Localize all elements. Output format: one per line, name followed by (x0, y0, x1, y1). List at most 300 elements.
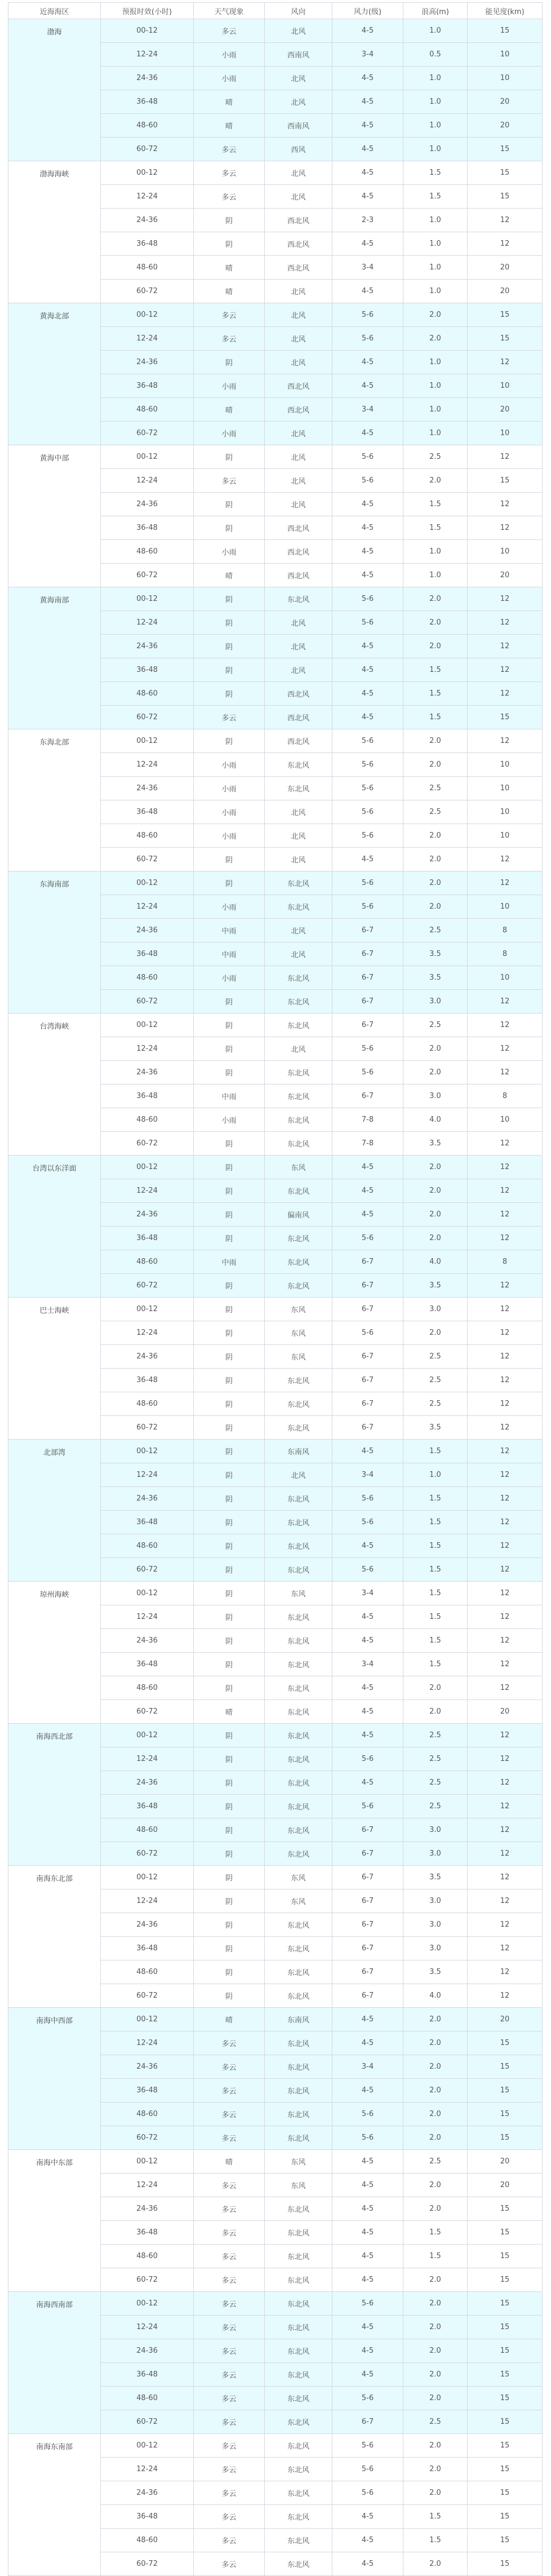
wave-height-cell: 2.0 (403, 2434, 468, 2458)
sea-area-cell: 南海西南部 (8, 2292, 101, 2434)
wind-direction-cell: 东北风 (265, 1558, 332, 1582)
visibility-cell: 12 (468, 1179, 543, 1203)
visibility-cell: 12 (468, 493, 543, 516)
weather-cell: 阴 (194, 1321, 265, 1345)
visibility-cell: 12 (468, 1960, 543, 1984)
wind-direction-cell: 东北风 (265, 2268, 332, 2292)
forecast-period-cell: 24-36 (101, 1629, 194, 1653)
wind-direction-cell: 东北风 (265, 753, 332, 777)
forecast-period-cell: 60-72 (101, 706, 194, 729)
wind-direction-cell: 东风 (265, 1156, 332, 1179)
wave-height-cell: 2.0 (403, 635, 468, 658)
visibility-cell: 20 (468, 280, 543, 303)
visibility-cell: 15 (468, 2055, 543, 2079)
wave-height-cell: 2.0 (403, 1061, 468, 1085)
wind-force-cell: 4-5 (332, 351, 403, 374)
wave-height-cell: 2.5 (403, 1345, 468, 1369)
wave-height-cell: 4.0 (403, 1108, 468, 1132)
wave-height-cell: 1.0 (403, 564, 468, 587)
visibility-cell: 15 (468, 2339, 543, 2363)
visibility-cell: 12 (468, 1724, 543, 1747)
wind-direction-cell: 北风 (265, 327, 332, 351)
wind-direction-cell: 东北风 (265, 1227, 332, 1250)
wave-height-cell: 1.0 (403, 540, 468, 564)
wave-height-cell: 2.0 (403, 1037, 468, 1061)
weather-cell: 多云 (194, 2103, 265, 2126)
visibility-cell: 8 (468, 919, 543, 942)
forecast-period-cell: 48-60 (101, 1108, 194, 1132)
weather-cell: 阴 (194, 682, 265, 706)
visibility-cell: 15 (468, 2245, 543, 2268)
table-row (8, 1156, 543, 1179)
forecast-period-cell: 60-72 (101, 2410, 194, 2434)
wave-height-cell: 2.0 (403, 2055, 468, 2079)
wind-force-cell: 5-6 (332, 1037, 403, 1061)
forecast-period-cell: 36-48 (101, 1085, 194, 1108)
visibility-cell: 12 (468, 1511, 543, 1534)
visibility-cell: 12 (468, 1913, 543, 1937)
table-row (8, 2292, 543, 2316)
forecast-period-cell: 24-36 (101, 1913, 194, 1937)
forecast-period-cell: 24-36 (101, 351, 194, 374)
wave-height-cell: 3.0 (403, 1298, 468, 1321)
forecast-period-cell: 60-72 (101, 280, 194, 303)
weather-cell: 阴 (194, 611, 265, 635)
wind-force-cell: 5-6 (332, 469, 403, 493)
wave-height-cell: 1.0 (403, 351, 468, 374)
wind-direction-cell: 北风 (265, 1037, 332, 1061)
weather-cell: 晴 (194, 2150, 265, 2174)
forecast-period-cell: 12-24 (101, 327, 194, 351)
wave-height-cell: 1.0 (403, 138, 468, 161)
weather-cell: 阴 (194, 1298, 265, 1321)
wind-force-cell: 4-5 (332, 2505, 403, 2529)
weather-cell: 阴 (194, 1937, 265, 1960)
weather-cell: 多云 (194, 185, 265, 209)
visibility-cell: 12 (468, 351, 543, 374)
weather-cell: 中雨 (194, 1085, 265, 1108)
weather-cell: 阴 (194, 232, 265, 256)
weather-cell: 阴 (194, 1037, 265, 1061)
forecast-period-cell: 60-72 (101, 2552, 194, 2576)
wind-direction-cell: 西北风 (265, 729, 332, 753)
weather-cell: 多云 (194, 2079, 265, 2103)
forecast-period-cell: 00-12 (101, 2008, 194, 2031)
wind-force-cell: 4-5 (332, 1676, 403, 1700)
wave-height-cell: 1.5 (403, 2529, 468, 2552)
forecast-period-cell: 12-24 (101, 895, 194, 919)
wave-height-cell: 2.0 (403, 2197, 468, 2221)
wave-height-cell: 1.5 (403, 1511, 468, 1534)
weather-cell: 晴 (194, 256, 265, 280)
wave-height-cell: 1.5 (403, 706, 468, 729)
wave-height-cell: 1.5 (403, 1487, 468, 1511)
wind-force-cell: 5-6 (332, 303, 403, 327)
forecast-period-cell: 24-36 (101, 2055, 194, 2079)
visibility-cell: 12 (468, 209, 543, 232)
visibility-cell: 12 (468, 658, 543, 682)
wave-height-cell: 3.0 (403, 1842, 468, 1866)
wind-force-cell: 4-5 (332, 2363, 403, 2387)
weather-cell: 阴 (194, 1605, 265, 1629)
forecast-period-cell: 24-36 (101, 1771, 194, 1795)
wave-height-cell: 2.0 (403, 871, 468, 895)
weather-cell: 阴 (194, 1203, 265, 1227)
weather-cell: 多云 (194, 138, 265, 161)
wind-force-cell: 3-4 (332, 43, 403, 67)
wind-force-cell: 4-5 (332, 1629, 403, 1653)
wind-direction-cell: 东北风 (265, 895, 332, 919)
wind-direction-cell: 东北风 (265, 2316, 332, 2339)
wind-direction-cell: 西北风 (265, 374, 332, 398)
forecast-period-cell: 12-24 (101, 1321, 194, 1345)
wind-direction-cell: 东北风 (265, 1274, 332, 1298)
visibility-cell: 15 (468, 2363, 543, 2387)
wave-height-cell: 2.0 (403, 2363, 468, 2387)
table-row (8, 871, 543, 895)
table-row (8, 445, 543, 469)
wind-direction-cell: 东北风 (265, 2245, 332, 2268)
visibility-cell: 15 (468, 19, 543, 43)
wave-height-cell: 2.0 (403, 2126, 468, 2150)
forecast-period-cell: 00-12 (101, 729, 194, 753)
wind-direction-cell: 北风 (265, 848, 332, 871)
sea-area-cell: 台湾海峡 (8, 1013, 101, 1156)
forecast-period-cell: 60-72 (101, 564, 194, 587)
wind-direction-cell: 东风 (265, 2174, 332, 2197)
weather-cell: 阴 (194, 1345, 265, 1369)
forecast-period-cell: 36-48 (101, 2079, 194, 2103)
wave-height-cell: 1.0 (403, 256, 468, 280)
wind-force-cell: 4-5 (332, 374, 403, 398)
wind-direction-cell: 东风 (265, 2150, 332, 2174)
forecast-period-cell: 00-12 (101, 1724, 194, 1747)
weather-cell: 阴 (194, 209, 265, 232)
wind-direction-cell: 东北风 (265, 2481, 332, 2505)
visibility-cell: 15 (468, 2316, 543, 2339)
visibility-cell: 15 (468, 469, 543, 493)
weather-cell: 阴 (194, 848, 265, 871)
forecast-period-cell: 12-24 (101, 1463, 194, 1487)
wave-height-cell: 2.0 (403, 2174, 468, 2197)
visibility-cell: 10 (468, 1108, 543, 1132)
visibility-cell: 20 (468, 564, 543, 587)
weather-cell: 小雨 (194, 895, 265, 919)
wind-direction-cell: 东北风 (265, 2339, 332, 2363)
forecast-period-cell: 60-72 (101, 2126, 194, 2150)
wind-direction-cell: 东北风 (265, 2103, 332, 2126)
wave-height-cell: 2.5 (403, 1771, 468, 1795)
wave-height-cell: 4.0 (403, 1250, 468, 1274)
forecast-period-cell: 48-60 (101, 256, 194, 280)
forecast-period-cell: 00-12 (101, 1156, 194, 1179)
forecast-period-cell: 12-24 (101, 2031, 194, 2055)
wave-height-cell: 1.0 (403, 19, 468, 43)
visibility-cell: 12 (468, 729, 543, 753)
wind-direction-cell: 东北风 (265, 587, 332, 611)
wind-force-cell: 4-5 (332, 635, 403, 658)
wind-force-cell: 4-5 (332, 658, 403, 682)
wind-direction-cell: 东北风 (265, 1179, 332, 1203)
forecast-period-cell: 12-24 (101, 2458, 194, 2481)
weather-cell: 阴 (194, 1582, 265, 1605)
weather-cell: 阴 (194, 1392, 265, 1416)
wave-height-cell: 1.0 (403, 114, 468, 138)
visibility-cell: 12 (468, 848, 543, 871)
forecast-period-cell: 24-36 (101, 1203, 194, 1227)
wave-height-cell: 3.0 (403, 1889, 468, 1913)
wave-height-cell: 1.5 (403, 161, 468, 185)
wind-direction-cell: 东北风 (265, 1369, 332, 1392)
wind-force-cell: 4-5 (332, 90, 403, 114)
forecast-period-cell: 12-24 (101, 469, 194, 493)
weather-cell: 阴 (194, 990, 265, 1013)
wind-direction-cell: 北风 (265, 493, 332, 516)
wave-height-cell: 2.0 (403, 895, 468, 919)
weather-cell: 多云 (194, 2245, 265, 2268)
forecast-period-cell: 36-48 (101, 2363, 194, 2387)
visibility-cell: 15 (468, 2103, 543, 2126)
forecast-period-cell: 00-12 (101, 303, 194, 327)
visibility-cell: 12 (468, 990, 543, 1013)
weather-cell: 阴 (194, 1487, 265, 1511)
visibility-cell: 12 (468, 1984, 543, 2008)
wind-force-cell: 4-5 (332, 1534, 403, 1558)
table-row (8, 303, 543, 327)
wind-direction-cell: 东南风 (265, 1440, 332, 1463)
visibility-cell: 15 (468, 2292, 543, 2316)
forecast-period-cell: 48-60 (101, 1818, 194, 1842)
wave-height-cell: 1.5 (403, 1440, 468, 1463)
wave-height-cell: 2.0 (403, 1156, 468, 1179)
forecast-period-cell: 12-24 (101, 43, 194, 67)
wave-height-cell: 1.5 (403, 185, 468, 209)
wave-height-cell: 2.0 (403, 824, 468, 848)
visibility-cell: 12 (468, 1416, 543, 1440)
wind-force-cell: 5-6 (332, 1321, 403, 1345)
visibility-cell: 12 (468, 1866, 543, 1889)
wind-force-cell: 6-7 (332, 1818, 403, 1842)
weather-cell: 小雨 (194, 422, 265, 445)
wind-direction-cell: 东北风 (265, 2505, 332, 2529)
visibility-cell: 10 (468, 966, 543, 990)
weather-cell: 多云 (194, 2434, 265, 2458)
wave-height-cell: 1.0 (403, 398, 468, 422)
weather-cell: 阴 (194, 871, 265, 895)
sea-area-cell: 南海中西部 (8, 2008, 101, 2150)
wind-force-cell: 6-7 (332, 966, 403, 990)
forecast-period-cell: 60-72 (101, 138, 194, 161)
forecast-period-cell: 36-48 (101, 90, 194, 114)
wind-direction-cell: 东北风 (265, 2292, 332, 2316)
weather-cell: 晴 (194, 2008, 265, 2031)
visibility-cell: 12 (468, 1842, 543, 1866)
wind-force-cell: 5-6 (332, 871, 403, 895)
weather-cell: 小雨 (194, 43, 265, 67)
wave-height-cell: 2.0 (403, 1700, 468, 1724)
wave-height-cell: 1.5 (403, 493, 468, 516)
wave-height-cell: 2.0 (403, 2552, 468, 2576)
forecast-period-cell: 36-48 (101, 374, 194, 398)
forecast-period-cell: 36-48 (101, 1937, 194, 1960)
visibility-cell: 12 (468, 445, 543, 469)
weather-cell: 小雨 (194, 753, 265, 777)
forecast-period-cell: 24-36 (101, 1061, 194, 1085)
wind-direction-cell: 东北风 (265, 1747, 332, 1771)
forecast-period-cell: 12-24 (101, 185, 194, 209)
col-header-visibility: 能见度(km) (468, 3, 543, 19)
weather-cell: 阴 (194, 587, 265, 611)
sea-area-cell: 南海西北部 (8, 1724, 101, 1866)
wave-height-cell: 1.5 (403, 516, 468, 540)
wind-force-cell: 6-7 (332, 1984, 403, 2008)
visibility-cell: 12 (468, 1156, 543, 1179)
wind-force-cell: 4-5 (332, 706, 403, 729)
wind-direction-cell: 北风 (265, 185, 332, 209)
col-header-sea-area: 近海海区 (8, 3, 101, 19)
wind-force-cell: 4-5 (332, 1700, 403, 1724)
wind-direction-cell: 西北风 (265, 564, 332, 587)
wind-force-cell: 6-7 (332, 1013, 403, 1037)
col-header-wind-direction: 风向 (265, 3, 332, 19)
wave-height-cell: 2.0 (403, 2268, 468, 2292)
forecast-period-cell: 60-72 (101, 1984, 194, 2008)
visibility-cell: 12 (468, 1203, 543, 1227)
wind-force-cell: 5-6 (332, 1795, 403, 1818)
visibility-cell: 12 (468, 232, 543, 256)
visibility-cell: 12 (468, 1534, 543, 1558)
wind-force-cell: 5-6 (332, 1487, 403, 1511)
weather-cell: 阴 (194, 658, 265, 682)
col-header-wind-force: 风力(级) (332, 3, 403, 19)
wind-direction-cell: 东北风 (265, 2079, 332, 2103)
visibility-cell: 15 (468, 2529, 543, 2552)
wind-force-cell: 5-6 (332, 1061, 403, 1085)
wind-force-cell: 6-7 (332, 1937, 403, 1960)
wind-force-cell: 3-4 (332, 2055, 403, 2079)
wind-force-cell: 5-6 (332, 1747, 403, 1771)
wind-force-cell: 6-7 (332, 1866, 403, 1889)
wind-force-cell: 4-5 (332, 2316, 403, 2339)
forecast-period-cell: 12-24 (101, 2174, 194, 2197)
wind-force-cell: 5-6 (332, 2434, 403, 2458)
wind-direction-cell: 西北风 (265, 540, 332, 564)
wind-force-cell: 4-5 (332, 493, 403, 516)
wind-force-cell: 4-5 (332, 848, 403, 871)
weather-cell: 多云 (194, 2055, 265, 2079)
visibility-cell: 12 (468, 1392, 543, 1416)
visibility-cell: 12 (468, 611, 543, 635)
forecast-period-cell: 12-24 (101, 2316, 194, 2339)
wind-direction-cell: 北风 (265, 611, 332, 635)
wave-height-cell: 1.5 (403, 658, 468, 682)
wind-force-cell: 5-6 (332, 895, 403, 919)
visibility-cell: 15 (468, 161, 543, 185)
visibility-cell: 10 (468, 800, 543, 824)
forecast-period-cell: 60-72 (101, 1274, 194, 1298)
wind-direction-cell: 东北风 (265, 2031, 332, 2055)
wind-force-cell: 4-5 (332, 2268, 403, 2292)
wind-force-cell: 7-8 (332, 1108, 403, 1132)
weather-cell: 小雨 (194, 824, 265, 848)
wave-height-cell: 2.0 (403, 2079, 468, 2103)
wave-height-cell: 1.5 (403, 1653, 468, 1676)
visibility-cell: 12 (468, 1345, 543, 1369)
wave-height-cell: 2.0 (403, 587, 468, 611)
weather-cell: 多云 (194, 2529, 265, 2552)
weather-cell: 多云 (194, 2481, 265, 2505)
wave-height-cell: 2.0 (403, 2031, 468, 2055)
wind-force-cell: 4-5 (332, 114, 403, 138)
wave-height-cell: 2.5 (403, 1392, 468, 1416)
weather-cell: 阴 (194, 1013, 265, 1037)
wind-direction-cell: 东北风 (265, 1629, 332, 1653)
visibility-cell: 15 (468, 2410, 543, 2434)
wind-direction-cell: 东北风 (265, 1795, 332, 1818)
wind-direction-cell: 东北风 (265, 990, 332, 1013)
visibility-cell: 12 (468, 1795, 543, 1818)
forecast-period-cell: 36-48 (101, 2505, 194, 2529)
weather-cell: 晴 (194, 564, 265, 587)
wind-direction-cell: 北风 (265, 422, 332, 445)
weather-cell: 多云 (194, 161, 265, 185)
wind-force-cell: 5-6 (332, 2126, 403, 2150)
weather-cell: 中雨 (194, 942, 265, 966)
wind-direction-cell: 北风 (265, 658, 332, 682)
visibility-cell: 15 (468, 2552, 543, 2576)
visibility-cell: 12 (468, 1037, 543, 1061)
visibility-cell: 10 (468, 374, 543, 398)
wave-height-cell: 2.0 (403, 2292, 468, 2316)
visibility-cell: 8 (468, 942, 543, 966)
wind-direction-cell: 北风 (265, 90, 332, 114)
sea-area-cell: 东海北部 (8, 729, 101, 871)
visibility-cell: 10 (468, 777, 543, 800)
visibility-cell: 15 (468, 2458, 543, 2481)
forecast-period-cell: 48-60 (101, 2529, 194, 2552)
wind-force-cell: 5-6 (332, 777, 403, 800)
wave-height-cell: 2.5 (403, 777, 468, 800)
weather-cell: 阴 (194, 1771, 265, 1795)
wave-height-cell: 1.5 (403, 1534, 468, 1558)
wind-force-cell: 6-7 (332, 990, 403, 1013)
wind-direction-cell: 东北风 (265, 1960, 332, 1984)
visibility-cell: 12 (468, 682, 543, 706)
wind-direction-cell: 东北风 (265, 1534, 332, 1558)
visibility-cell: 10 (468, 67, 543, 90)
visibility-cell: 12 (468, 1369, 543, 1392)
forecast-period-cell: 48-60 (101, 682, 194, 706)
wind-force-cell: 6-7 (332, 1345, 403, 1369)
forecast-period-cell: 60-72 (101, 848, 194, 871)
wind-direction-cell: 东北风 (265, 1818, 332, 1842)
table-row (8, 1298, 543, 1321)
weather-cell: 阴 (194, 1653, 265, 1676)
wind-force-cell: 4-5 (332, 138, 403, 161)
wind-force-cell: 6-7 (332, 1085, 403, 1108)
wave-height-cell: 2.5 (403, 1369, 468, 1392)
visibility-cell: 12 (468, 1582, 543, 1605)
weather-cell: 阴 (194, 1913, 265, 1937)
visibility-cell: 15 (468, 2031, 543, 2055)
wave-height-cell: 1.0 (403, 422, 468, 445)
weather-cell: 阴 (194, 729, 265, 753)
forecast-period-cell: 48-60 (101, 1534, 194, 1558)
table-row (8, 1724, 543, 1747)
weather-cell: 多云 (194, 2505, 265, 2529)
wind-direction-cell: 北风 (265, 19, 332, 43)
wind-direction-cell: 东北风 (265, 2434, 332, 2458)
